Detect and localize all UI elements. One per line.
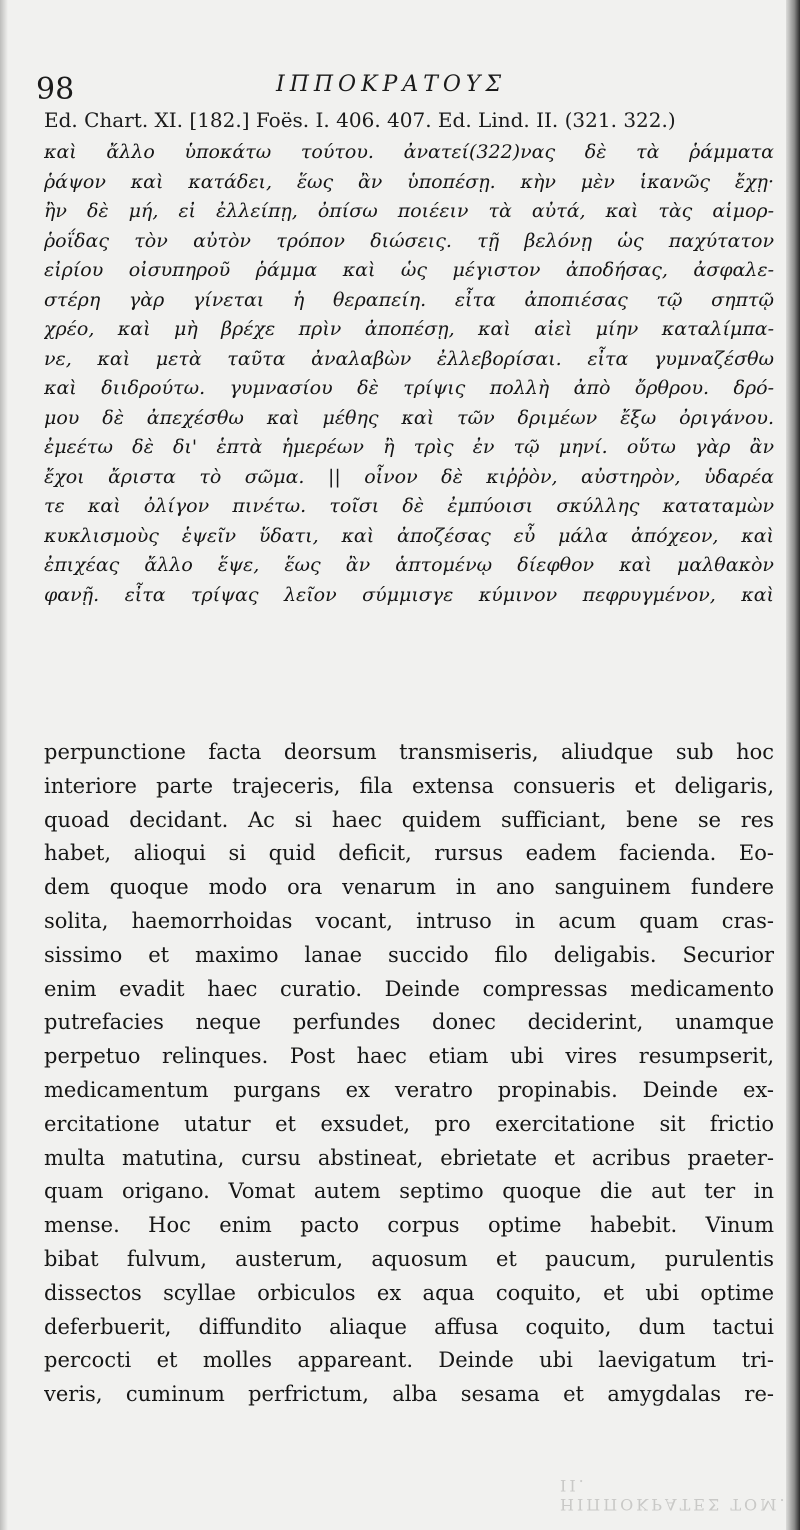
latin-text-line: solita, haemorrhoidas vocant, intruso in acum quam cras- <box>44 908 774 933</box>
page-edge-shadow <box>786 0 800 1530</box>
greek-text-line: ἐμεέτω δὲ δι' ἑπτὰ ἡμερέων ἢ τρὶς ἐν τῷ μηνί. οὕτω γὰρ ἂν <box>44 436 774 458</box>
greek-text-line: μου δὲ ἀπεχέσθω καὶ μέθης καὶ τῶν δριμέων ἔξω ὀριγάνου. <box>44 406 774 429</box>
greek-text-line: εἰρίου οἰσυπηροῦ ῥάμμα καὶ ὡς μέγιστον ἀποδήσας, ἀσφαλε- <box>44 259 774 281</box>
latin-text-line: bibat fulvum, austerum, aquosum et paucum, purulentis <box>44 1246 774 1271</box>
greek-text-block <box>44 138 774 610</box>
greek-text-line: τε καὶ ὀλίγον πινέτω. τοῖσι δὲ ἐμπύοισι σκύλλης καταταμὼν <box>44 495 774 517</box>
latin-text-line: interiore parte trajeceris, fila extensa consueris et deligaris, <box>44 773 774 798</box>
bleed-through-text: ΗΙΠΠΟΚΡΑΤΕΣ ΤΟΜ. ΙΙ. <box>560 1476 788 1514</box>
greek-text-line: καὶ ἄλλο ὑποκάτω τούτου. ἀνατεί(322)νας δὲ τὰ ῥάμματα <box>44 141 774 163</box>
page-gutter-shadow <box>0 0 8 1530</box>
greek-text-line: φανῇ. εἶτα τρίψας λεῖον σύμμισγε κύμινον πεφρυγμένον, καὶ <box>44 583 774 606</box>
latin-text-line: perpunctione facta deorsum transmiseris, aliudque sub hoc <box>44 740 774 764</box>
greek-text-line: ῥάψον καὶ κατάδει, ἕως ἂν ὑποπέσῃ. κὴν μὲν ἱκανῶς ἔχῃ· <box>44 170 774 193</box>
latin-text-line: dem quoque modo ora venarum in ano sanguinem fundere <box>44 875 774 900</box>
greek-text-line: χρέο, καὶ μὴ βρέχε πρὶν ἀποπέσῃ, καὶ αἰεὶ μίην καταλίμπα- <box>44 318 774 340</box>
latin-text-line: dissectos scyllae orbiculos ex aqua coquito, et ubi optime <box>44 1280 774 1305</box>
latin-text-line: medicamentum purgans ex veratro propinabis. Deinde ex- <box>44 1077 774 1102</box>
latin-text-line: quoad decidant. Ac si haec quidem sufficiant, bene se res <box>44 807 774 832</box>
running-head: ΙΠΠΟΚΡΑΤΟΥΣ <box>276 72 507 97</box>
latin-text-line: enim evadit haec curatio. Deinde compressas medicamento <box>44 976 774 1001</box>
latin-text-line: habet, alioqui si quid deficit, rursus eadem facienda. Eo- <box>44 841 774 866</box>
greek-text-line: ῥοΐδας τὸν αὐτὸν τρόπον διώσεις. τῇ βελόνῃ ὡς παχύτατον <box>44 229 774 252</box>
greek-text-line: νε, καὶ μετὰ ταῦτα ἀναλαβὼν ἐλλεβορίσαι. εἶτα γυμναζέσθω <box>44 347 774 370</box>
latin-text-line: multa matutina, cursu abstineat, ebrietate et acribus praeter- <box>44 1145 774 1170</box>
greek-text-line: κυκλισμοὺς ἑψεῖν ὕδατι, καὶ ἀποζέσας εὖ μάλα ἀπόχεον, καὶ <box>44 524 774 547</box>
latin-text-line: mense. Hoc enim pacto corpus optime habebit. Vinum <box>44 1213 774 1238</box>
page-header <box>36 62 776 106</box>
latin-text-line: putrefacies neque perfundes donec deciderint, unamque <box>44 1010 774 1035</box>
greek-text-line: στέρη γὰρ γίνεται ἡ θεραπείη. εἶτα ἀποπιέσας τῷ σηπτῷ <box>44 288 774 311</box>
latin-text-block <box>44 736 774 1412</box>
latin-text-line: percocti et molles appareant. Deinde ubi laevigatum tri- <box>44 1348 774 1373</box>
greek-text-line: ἔχοι ἄριστα τὸ σῶμα. || οἶνον δὲ κιῤῥὸν, αὐστηρὸν, ὑδαρέα <box>44 465 774 488</box>
latin-text-line: sissimo et maximo lanae succido filo deligabis. Securior <box>44 942 774 967</box>
greek-text-line: καὶ διιδρούτω. γυμνασίου δὲ τρίψις πολλὴ ἀπὸ ὄρθρου. δρό- <box>44 377 774 399</box>
page-number: 98 <box>36 72 75 107</box>
latin-text-line: quam origano. Vomat autem septimo quoque die aut ter in <box>44 1179 774 1204</box>
latin-text-line: deferbuerit, diffundito aliaque affusa coquito, dum tactui <box>44 1314 774 1339</box>
greek-text-line: ἢν δὲ μή, εἰ ἐλλείπῃ, ὀπίσω ποιέειν τὰ αὐτά, καὶ τὰς αἱμορ- <box>44 200 774 222</box>
latin-text-line: ercitatione utatur et exsudet, pro exercitatione sit frictio <box>44 1111 774 1136</box>
latin-text-line: perpetuo relinques. Post haec etiam ubi vires resumpserit, <box>44 1044 774 1069</box>
greek-text-line: ἐπιχέας ἄλλο ἕψε, ἕως ἂν ἁπτομένῳ δίεφθον καὶ μαλθακὸν <box>44 554 774 576</box>
edition-references: Ed. Chart. XI. [182.] Foës. I. 406. 407. Ed. Lind. II. (321. 322.) <box>44 108 676 132</box>
latin-text-line: veris, cuminum perfrictum, alba sesama et amygdalas re- <box>44 1382 774 1407</box>
